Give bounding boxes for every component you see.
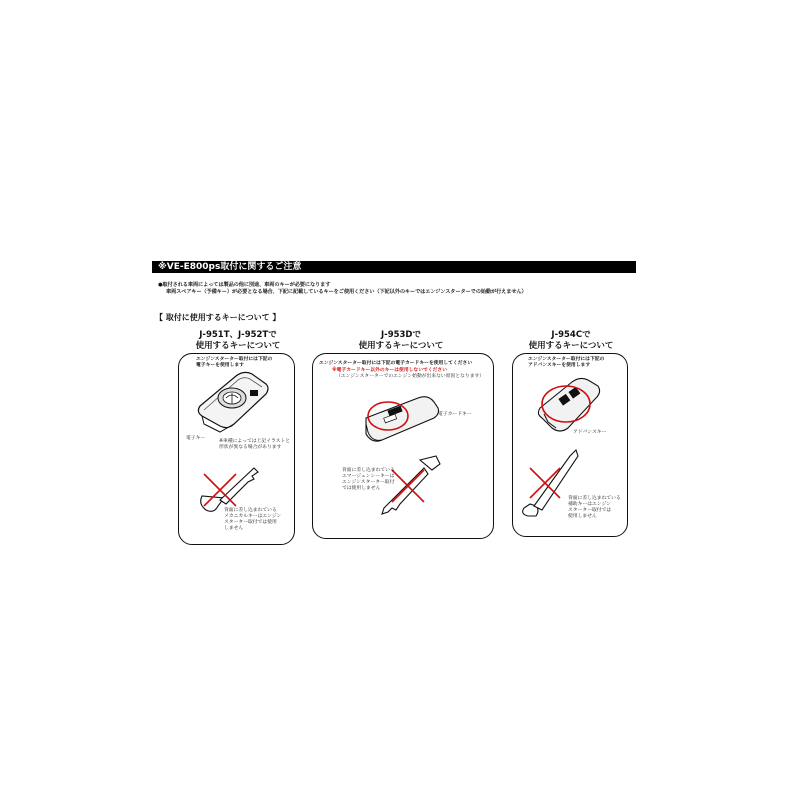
- column-3-bottom-note-line1: 背面に差し込まれている: [568, 496, 621, 501]
- column-3-top-note-line1: エンジンスターター取付には下記の: [528, 357, 605, 362]
- column-2-bottom-note-line1: 背面に差し込まれている: [342, 468, 395, 473]
- column-1-bottom-note-line2: メカニカルキーはエンジン: [224, 514, 282, 519]
- column-1-bottom-note-line1: 背面に差し込まれている: [224, 508, 277, 513]
- column-3-bottom-note-line2: 補助キーはエンジン: [568, 502, 611, 507]
- notice-line-1: ●取付される車両によっては製品の他に別途、車両のキーが必要になります: [158, 282, 331, 288]
- column-1-top-note-line2: 電子キーを使用します: [196, 363, 244, 368]
- column-2-heading-line2: 使用するキーについて: [358, 341, 444, 351]
- column-1-bottom-note-line4: しません: [224, 526, 244, 531]
- column-1-remark-line2: 形状が異なる場合があります: [219, 445, 282, 450]
- column-3-bottom-note-line3: スターター取付では: [568, 508, 612, 513]
- column-2-heading-line1: J-953Dで: [381, 330, 421, 340]
- smart-key-icon: [190, 368, 270, 434]
- column-1-bottom-note-line3: スターター取付では使用: [224, 520, 277, 525]
- column-2-bottom-note-line4: では使用しません: [342, 486, 381, 491]
- column-3-heading-line1: J-954Cで: [551, 330, 591, 340]
- column-1-heading-line2: 使用するキーについて: [195, 341, 281, 351]
- advance-key-icon: [534, 374, 607, 436]
- mechanical-key-icon: [196, 462, 262, 514]
- notice-line-2: 車両スペアキー（予備キー）が必要となる場合、下記に記載しているキーをご使用ください（下記以外のキーではエンジンスターターでの始動が行えません）: [166, 289, 527, 295]
- column-2-top-note: エンジンスターター取付には下記の電子カードキーを使用してください: [319, 361, 473, 366]
- section-heading: 【 取付に使用するキーについて 】: [155, 313, 281, 322]
- column-2-key-label: 電子カードキー: [438, 412, 472, 417]
- column-1-heading-line1: J-951T、J-952Tで: [199, 330, 277, 340]
- column-1-remark-line1: ※車種によっては上記イラストと: [219, 439, 291, 444]
- column-3-bottom-note-line4: 使用しません: [568, 514, 597, 519]
- column-3-heading-line2: 使用するキーについて: [528, 341, 614, 351]
- column-1-top-note-line1: エンジンスターター取付には下記の: [196, 357, 273, 362]
- column-2-bottom-note-line3: エンジンスターター取付: [342, 480, 395, 485]
- column-3-top-note-line2: アドバンスキーを使用します: [528, 363, 591, 368]
- column-3-key-label: アドバンスキー: [573, 430, 607, 435]
- column-3-heading: [518, 330, 624, 352]
- card-key-icon: [358, 388, 442, 446]
- notice-title-bar: ※VE-E800ps取付に関するご注意: [152, 261, 636, 273]
- column-1-heading: [185, 330, 291, 352]
- column-2-warning: ※電子カードキー以外のキーは使用しないでください: [332, 368, 447, 373]
- column-2-warning-sub: （エンジンスターターでのエンジン始動が出来ない原因となります）: [336, 374, 485, 379]
- column-1-key-label: 電子キー: [186, 436, 206, 441]
- column-2-bottom-note-line2: エマージェンシーキーは: [342, 474, 395, 479]
- column-2-heading: [345, 330, 457, 352]
- emergency-key-icon: [376, 454, 444, 518]
